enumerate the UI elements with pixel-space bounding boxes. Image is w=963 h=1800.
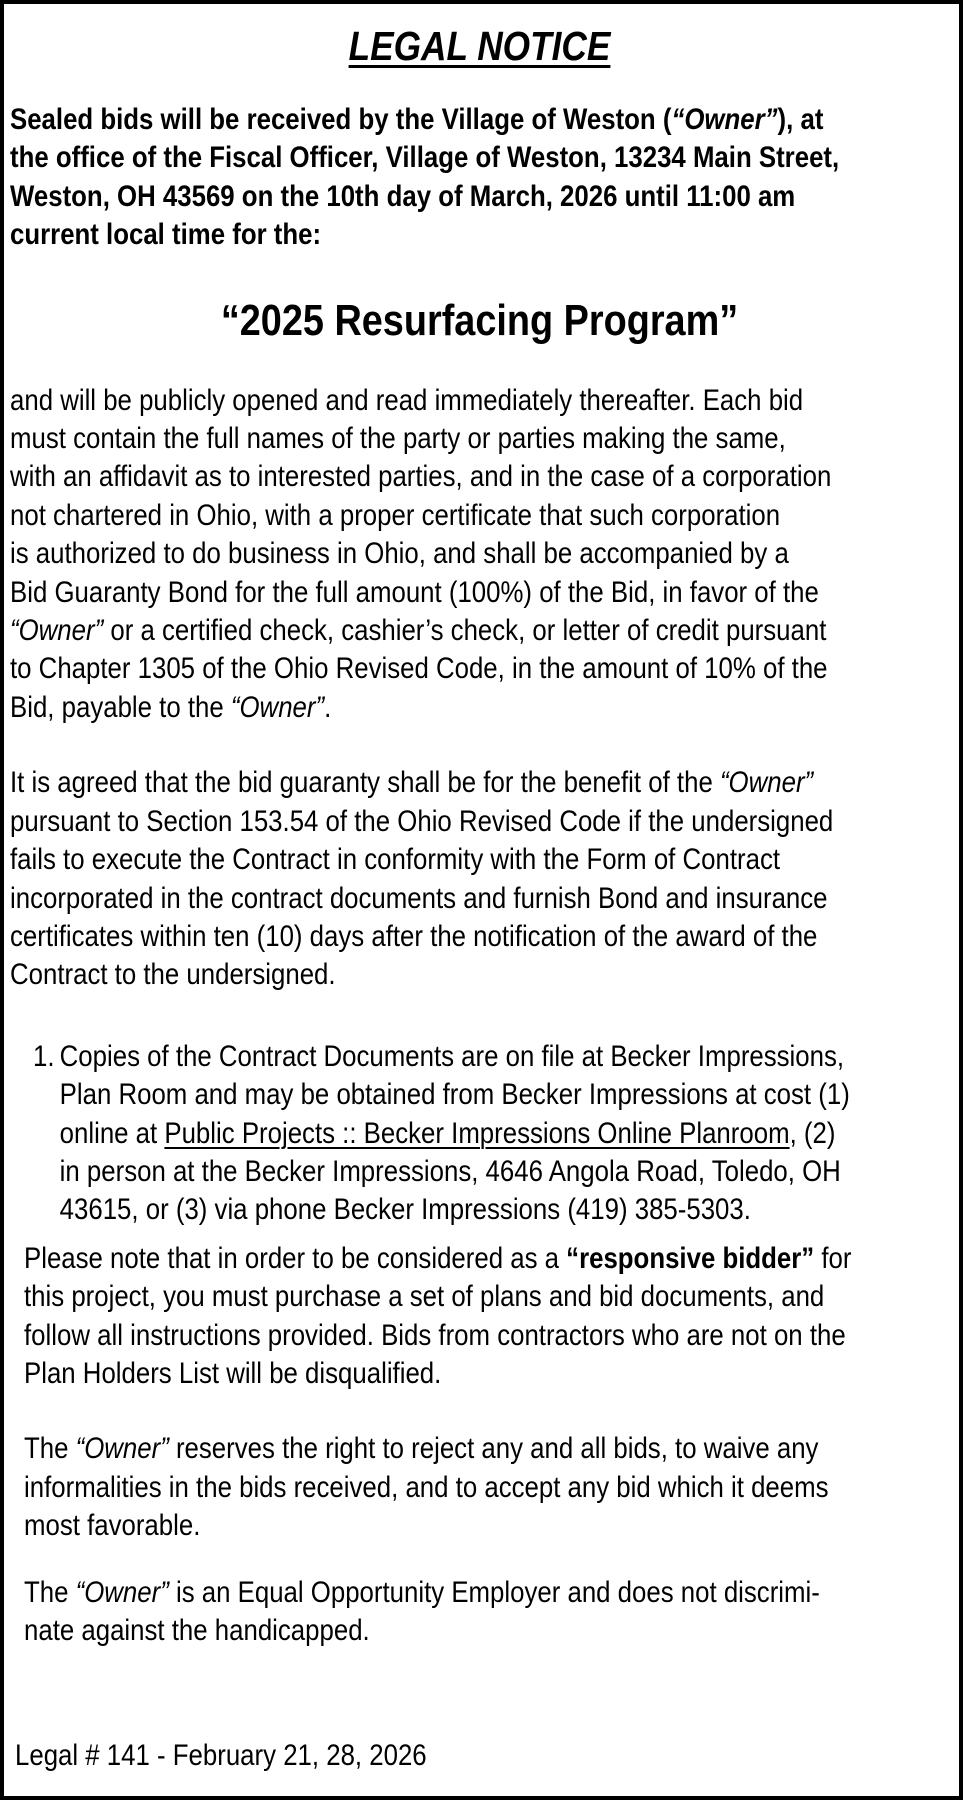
text-run: for [814,1241,852,1275]
text-line [60,1153,850,1191]
text-run: not chartered in Ohio, with a proper certificate that such corporation [10,498,781,532]
reject-bids-paragraph [24,1430,829,1545]
text-run: . [324,690,332,724]
text-run: certificates within ten (10) days after the notification of the award of the [10,919,818,953]
text-run: fails to execute the Contract in conformity with the Form of Contract [10,843,781,877]
text-line [10,382,818,420]
contract-documents-text [60,1038,850,1230]
text-run: The [24,1432,76,1466]
text-run: “responsive bidder” [566,1241,815,1275]
text-run: follow all instructions provided. Bids from contractors who are not on the [24,1318,846,1352]
text-line [24,1469,829,1507]
text-line [60,1038,850,1076]
text-run: Plan Room and may be obtained from Becker Impressions at cost (1) [59,1078,850,1112]
text-run: pursuant to Section 153.54 of the Ohio Revised Code if the undersigned [10,804,834,838]
text-line [10,918,818,956]
text-run: Sealed bids will be received by the Village of Weston ( [10,103,672,136]
text-run: “Owner” [75,1432,169,1466]
list-item-number: 1. [33,1039,55,1073]
intro-paragraph [10,101,840,255]
text-run: It is agreed that the bid guaranty shall be for the benefit of the [10,766,720,800]
text-line [10,956,818,994]
text-line [10,458,832,496]
text-run: or a certified check, cashier’s check, or letter of credit pursuant [103,614,827,648]
text-run: Weston, OH 43569 on the 10th day of March, 2026 until 11:00 am [10,179,796,213]
text-run: “Owner” [230,690,325,724]
text-line [10,420,818,458]
text-run: reserves the right to reject any and all bids, to waive any [168,1432,819,1466]
text-run: is authorized to do business in Ohio, and shall be accompanied by a [10,537,789,571]
text-line [10,689,818,727]
text-line [10,535,818,573]
text-run: “Owner” [10,614,104,648]
legal-number-line: Legal # 141 - February 21, 28, 2026 [15,1739,427,1773]
bid-opening-paragraph [10,382,832,728]
text-run: Copies of the Contract Documents are on file at Becker Impressions, [59,1039,845,1073]
text-line [10,880,828,918]
text-line [10,650,828,688]
text-run: the office of the Fiscal Officer, Village of Weston, 13234 Main Street, [10,141,840,175]
text-run: 43615, or (3) via phone Becker Impressions (419) 385-5303. [59,1193,751,1227]
bid-guaranty-paragraph [10,764,834,994]
text-line [24,1574,820,1612]
notice-title-text: LEGAL NOTICE [348,23,611,69]
text-run: must contain the full names of the party or parties making the same, [10,422,786,456]
text-line [60,1115,850,1153]
text-line [10,574,818,612]
text-run: with an affidavit as to interested parties, and in the case of a corporation [10,460,832,494]
text-run: Please note that in order to be considered as a [24,1241,567,1275]
text-line [24,1507,820,1545]
text-run: Bid, payable to the [10,690,231,724]
text-run: to Chapter 1305 of the Ohio Revised Code, in the amount of 10% of the [10,652,828,686]
text-line [24,1317,846,1355]
text-run: in person at the Becker Impressions, 4646 Angola Road, Toledo, OH [59,1154,841,1188]
text-line [24,1240,852,1278]
text-run: nate against the handicapped. [24,1614,370,1647]
text-run: is an Equal Opportunity Employer and does not discrimi- [168,1575,820,1609]
text-line [10,178,818,216]
text-run: “Owner” [719,766,814,800]
text-run: “Owner” [75,1575,169,1609]
text-line [24,1278,825,1316]
text-line [60,1191,850,1229]
text-line [10,497,818,535]
text-line [24,1612,820,1650]
program-heading: “2025 Resurfacing Program” [220,295,739,345]
text-line [60,1076,850,1114]
text-run: , (2) [789,1116,836,1150]
text-line [10,101,824,139]
text-run: Plan Holders List will be disqualified. [24,1356,442,1390]
notice-title [76,21,884,71]
responsive-bidder-paragraph [24,1240,852,1394]
text-run: and will be publicly opened and read immediately thereafter. Each bid [10,383,804,417]
text-line [24,1430,820,1468]
text-line [10,764,818,802]
text-run: incorporated in the contract documents and furnish Bond and insurance [10,881,828,915]
contract-documents-list-item [33,1038,850,1230]
text-line [10,139,840,177]
text-run: online at [59,1116,165,1150]
text-line [10,803,834,841]
text-line [10,841,818,879]
equal-opportunity-paragraph [24,1574,820,1651]
text-line [24,1355,820,1393]
text-run: Bid Guaranty Bond for the full amount (100%) of the Bid, in favor of the [10,575,819,609]
text-line [10,612,827,650]
text-run: current local time for the: [10,218,322,252]
text-run: Contract to the undersigned. [10,958,336,992]
text-run: this project, you must purchase a set of plans and bid documents, and [24,1280,825,1314]
text-run: The [24,1575,76,1609]
text-line [10,216,818,254]
text-run: most favorable. [24,1509,201,1543]
text-run: informalities in the bids received, and to accept any bid which it deems [24,1470,829,1504]
text-run: ), at [777,103,824,136]
text-run: “Owner” [671,103,778,136]
planroom-link[interactable]: Public Projects :: Becker Impressions Online Planroom [164,1116,790,1150]
